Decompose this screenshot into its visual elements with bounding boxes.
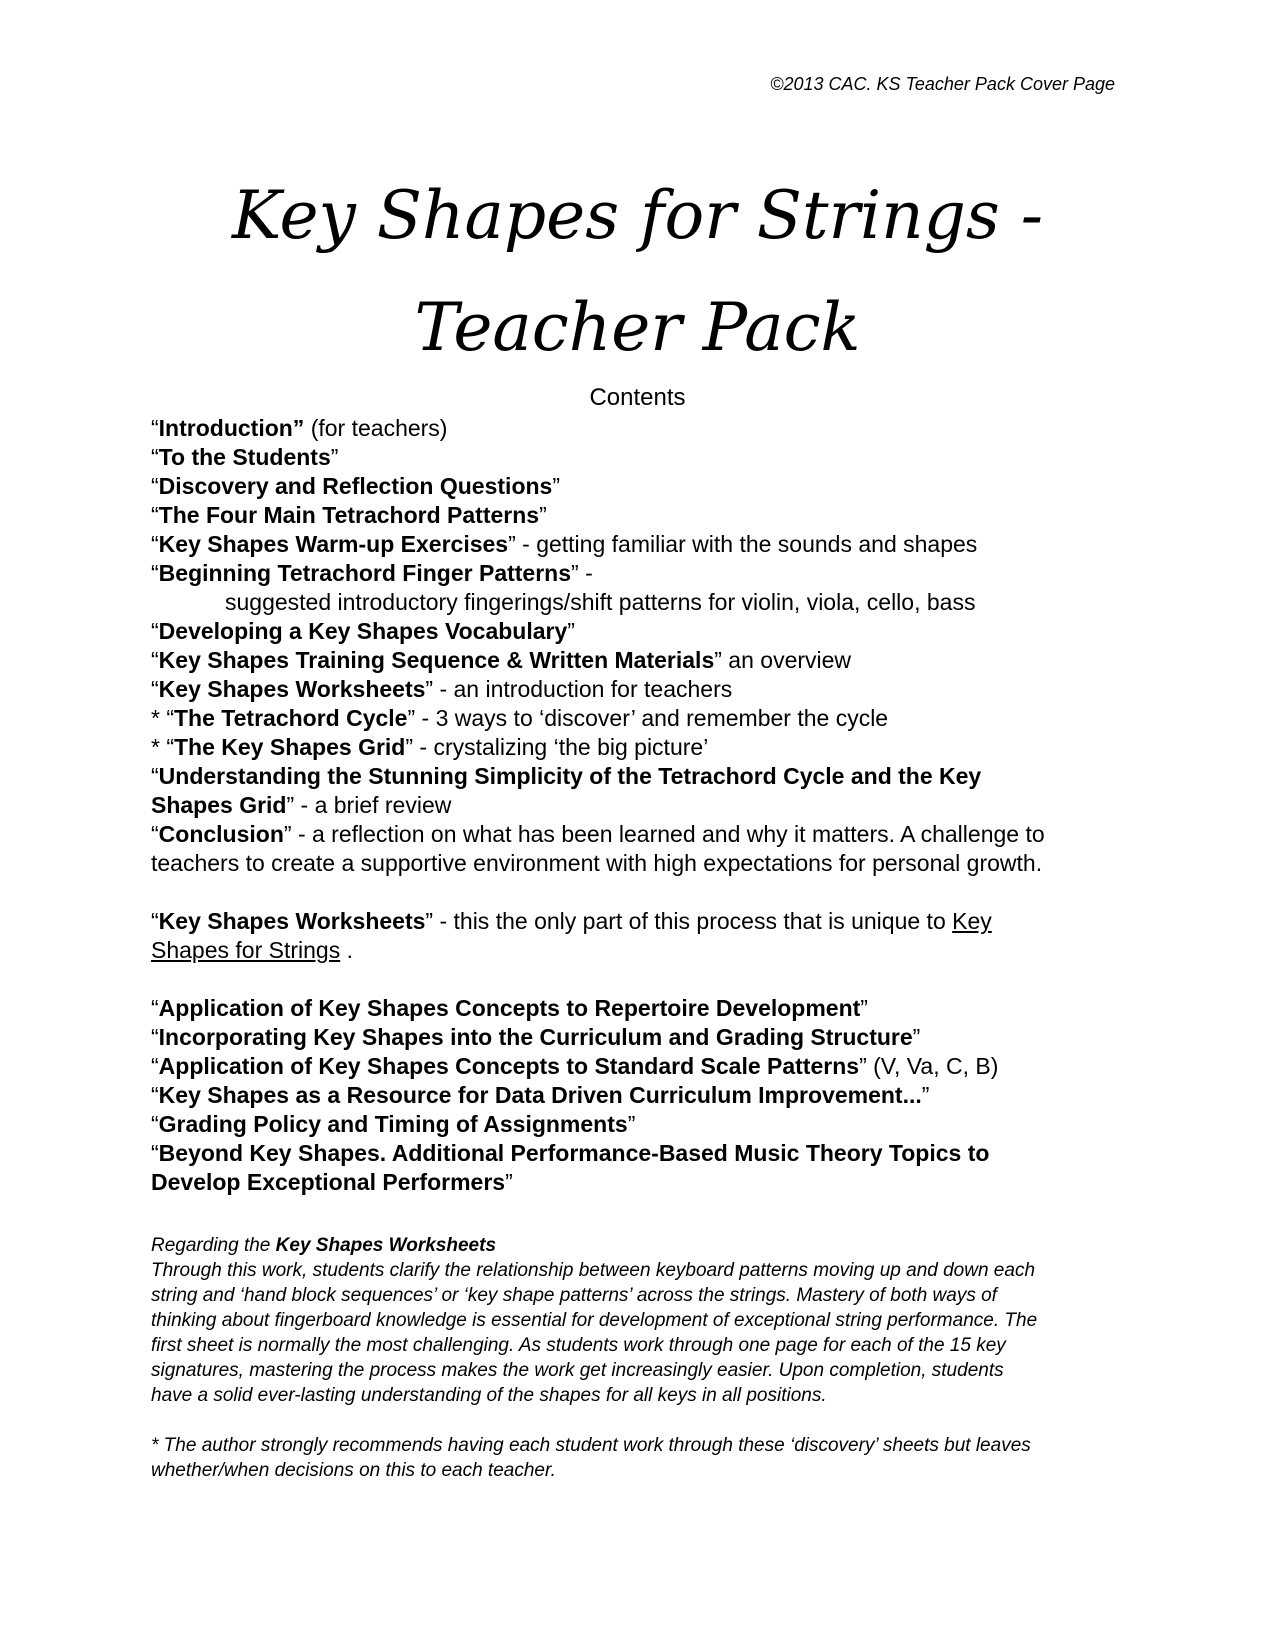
item-title: To the Students (158, 444, 331, 470)
underlined-title-part-1: Key (952, 908, 992, 934)
item-description: (for teachers) (304, 415, 448, 441)
item-description: ” (860, 995, 868, 1021)
item-description: ” (912, 1024, 921, 1050)
item-description: ” (627, 1111, 636, 1137)
note-line: * The author strongly recommends having each student work through these ‘discovery’ sheets but leaves (151, 1435, 1031, 1456)
item-description: ” - crystalizing ‘the big picture’ (405, 734, 709, 760)
contents-item (151, 675, 1131, 704)
contents-section-1 (151, 414, 1131, 878)
note-line: first sheet is normally the most challenging. As students work through one page for each of the 15 key (151, 1335, 1006, 1356)
spacer (151, 965, 1131, 994)
note-heading-bold: Key Shapes Worksheets (275, 1235, 497, 1256)
period: . (340, 937, 353, 963)
item-prefix: “ (151, 1111, 159, 1137)
item-description: ” - 3 ways to ‘discover’ and remember the cycle (407, 705, 889, 731)
item-description: ” - (571, 560, 593, 586)
item-prefix: “ (151, 647, 159, 673)
contents-item (151, 501, 1131, 530)
note-body (151, 1258, 1141, 1408)
contents-item (151, 849, 1131, 878)
underlined-title-part-2: Shapes for Strings (151, 937, 341, 963)
item-description: ” (330, 444, 339, 470)
contents-list (151, 414, 1131, 1197)
item-prefix: “ (151, 531, 159, 557)
item-description: teachers to create a supportive environment with high expectations for personal growth. (151, 850, 1043, 876)
item-description: ” - a reflection on what has been learned and why it matters. A challenge to (283, 821, 1045, 847)
item-title: Shapes Grid (151, 792, 287, 818)
item-title: The Tetrachord Cycle (174, 705, 408, 731)
contents-section-2 (151, 994, 1131, 1197)
item-description: ” an overview (714, 647, 852, 673)
item-prefix: “ (151, 444, 159, 470)
item-prefix: “ (151, 1140, 159, 1166)
contents-item (151, 646, 1131, 675)
item-title: Beginning Tetrachord Finger Patterns (158, 560, 572, 586)
contents-item (151, 1110, 1131, 1139)
item-prefix: “ (151, 618, 159, 644)
worksheets-note (151, 1233, 1141, 1483)
worksheets-line-cont (151, 936, 1131, 965)
contents-item (151, 820, 1131, 849)
contents-item (151, 617, 1131, 646)
item-prefix: * “ (151, 734, 174, 760)
note-heading-text: Regarding the (151, 1235, 276, 1256)
item-description: ” - an introduction for teachers (425, 676, 733, 702)
item-prefix: “ (151, 676, 159, 702)
item-title: Develop Exceptional Performers (151, 1169, 506, 1195)
item-title: Key Shapes Worksheets (158, 908, 426, 934)
item-description: ” (552, 473, 561, 499)
item-title: The Key Shapes Grid (174, 734, 406, 760)
item-title: Key Shapes Warm-up Exercises (158, 531, 509, 557)
item-prefix: “ (151, 1053, 159, 1079)
item-title: Key Shapes as a Resource for Data Driven Curriculum Improvement... (158, 1082, 922, 1108)
contents-item (151, 1081, 1131, 1110)
note-line: Through this work, students clarify the relationship between keyboard patterns moving up and down each (151, 1260, 1036, 1281)
item-description: ” (539, 502, 547, 528)
item-description: suggested introductory fingerings/shift patterns for violin, viola, cello, bass (225, 589, 976, 615)
item-description: ” - a brief review (286, 792, 452, 818)
contents-item (151, 1139, 1131, 1168)
contents-item (151, 559, 1131, 588)
item-title: Introduction” (158, 415, 305, 441)
item-description: ” (921, 1082, 930, 1108)
header-note: ©2013 CAC. KS Teacher Pack Cover Page (770, 74, 1115, 94)
contents-item (151, 588, 1131, 617)
note-line: string and ‘hand block sequences’ or ‘key shape patterns’ across the strings. Mastery of both ways of (151, 1285, 997, 1306)
contents-item (151, 1052, 1131, 1081)
item-prefix: “ (151, 560, 159, 586)
item-description: ” - getting familiar with the sounds and shapes (508, 531, 978, 557)
item-title: Incorporating Key Shapes into the Curriculum and Grading Structure (158, 1024, 913, 1050)
item-prefix: “ (151, 1082, 159, 1108)
item-description: ” (V, Va, C, B) (859, 1053, 999, 1079)
footnote (151, 1433, 1141, 1483)
worksheets-line (151, 907, 1131, 936)
note-line: whether/when decisions on this to each teacher. (151, 1460, 556, 1481)
item-title: Application of Key Shapes Concepts to Standard Scale Patterns (158, 1053, 860, 1079)
contents-item (151, 994, 1131, 1023)
item-description: ” (505, 1169, 513, 1195)
contents-item (151, 472, 1131, 501)
item-prefix: * “ (151, 705, 174, 731)
contents-item (151, 762, 1131, 791)
title-line-1: Key Shapes for Strings - (231, 177, 1044, 254)
item-title: Developing a Key Shapes Vocabulary (158, 618, 568, 644)
item-prefix: “ (151, 1024, 159, 1050)
item-title: Application of Key Shapes Concepts to Repertoire Development (158, 995, 861, 1021)
contents-item (151, 414, 1131, 443)
item-prefix: “ (151, 995, 159, 1021)
item-title: Grading Policy and Timing of Assignments (158, 1111, 628, 1137)
spacer (151, 878, 1131, 907)
spacer (151, 1408, 1141, 1433)
item-prefix: “ (151, 821, 159, 847)
item-title: Key Shapes Worksheets (158, 676, 426, 702)
note-heading (151, 1233, 1141, 1258)
quote-mark: “ (151, 908, 159, 934)
item-prefix: “ (151, 502, 159, 528)
contents-item (151, 1168, 1131, 1197)
note-line: thinking about fingerboard knowledge is essential for development of exceptional string performance. The (151, 1310, 1038, 1331)
item-title: Key Shapes Training Sequence & Written Materials (158, 647, 715, 673)
item-description: ” - this the only part of this process that is unique to (425, 908, 953, 934)
contents-heading: Contents (589, 384, 686, 411)
note-line: signatures, mastering the process makes the work get increasingly easier. Upon completion, students (151, 1360, 1004, 1381)
item-prefix: “ (151, 763, 159, 789)
item-title: Understanding the Stunning Simplicity of the Tetrachord Cycle and the Key (158, 763, 982, 789)
item-title: Conclusion (158, 821, 284, 847)
item-title: Discovery and Reflection Questions (158, 473, 553, 499)
contents-item (151, 530, 1131, 559)
contents-item (151, 704, 1131, 733)
item-title: Beyond Key Shapes. Additional Performance-Based Music Theory Topics to (158, 1140, 990, 1166)
title-line-2: Teacher Pack (414, 289, 861, 366)
contents-item (151, 791, 1131, 820)
note-line: have a solid ever-lasting understanding of the shapes for all keys in all positions. (151, 1385, 827, 1406)
item-prefix: “ (151, 473, 159, 499)
item-prefix: “ (151, 415, 159, 441)
item-title: The Four Main Tetrachord Patterns (158, 502, 540, 528)
contents-item (151, 443, 1131, 472)
contents-item (151, 733, 1131, 762)
contents-item (151, 1023, 1131, 1052)
item-description: ” (567, 618, 575, 644)
page-title (0, 160, 1275, 384)
